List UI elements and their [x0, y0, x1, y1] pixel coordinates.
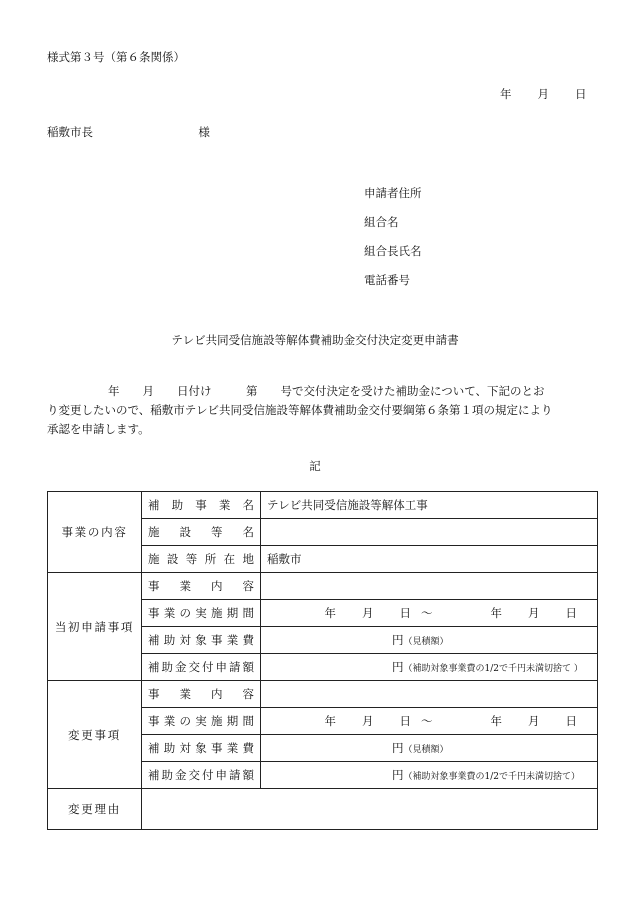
estimate-note: （見積額）	[403, 745, 449, 755]
section-initial-application: 当初申請事項	[48, 573, 142, 681]
yen-unit: 円	[392, 741, 404, 755]
addressee-honorific: 様	[198, 125, 210, 139]
yen-unit: 円	[392, 768, 404, 782]
period-day-end: 日	[565, 714, 577, 728]
value-change-grant	[261, 762, 598, 789]
value-initial-cost	[261, 627, 598, 654]
form-number: 様式第３号（第６条関係）	[47, 50, 185, 64]
value-initial-period	[261, 600, 598, 627]
label-facility-name: 施設等名	[142, 519, 261, 546]
table-row	[48, 789, 598, 830]
value-change-period	[261, 708, 598, 735]
value-project-name: テレビ共同受信施設等解体工事	[261, 492, 598, 519]
yen-unit: 円	[392, 660, 404, 674]
date-month: 月	[537, 87, 549, 101]
label-change-cost: 補助対象事業費	[142, 735, 261, 762]
period-year-start: 年	[324, 714, 336, 728]
period-day-end: 日	[565, 606, 577, 620]
applicant-union-label: 組合名	[364, 215, 399, 229]
estimate-note: （見積額）	[403, 637, 449, 647]
label-initial-cost: 補助対象事業費	[142, 627, 261, 654]
label-change-period: 事業の実施期間	[142, 708, 261, 735]
period-tilde: ～	[421, 714, 433, 728]
addressee	[47, 124, 210, 140]
body-line-2: り変更したいので、稲敷市テレビ共同受信施設等解体費補助金交付要綱第６条第１項の規定により	[47, 403, 553, 417]
period-year-end: 年	[490, 714, 502, 728]
label-change-content: 事業内容	[142, 681, 261, 708]
label-project-name: 補助事業名	[142, 492, 261, 519]
value-initial-content	[261, 573, 598, 600]
body-line-3: 承認を申請します。	[47, 422, 150, 436]
value-change-content	[261, 681, 598, 708]
value-facility-location: 稲敷市	[261, 546, 598, 573]
label-initial-period: 事業の実施期間	[142, 600, 261, 627]
table-row	[48, 573, 598, 600]
period-month-start: 月	[362, 714, 374, 728]
period-month-start: 月	[362, 606, 374, 620]
section-business-content: 事業の内容	[48, 492, 142, 573]
section-changes: 変更事項	[48, 681, 142, 789]
value-facility-name	[261, 519, 598, 546]
addressee-mayor: 稲敷市長	[47, 125, 93, 139]
label-facility-location: 施設等所在地	[142, 546, 261, 573]
applicant-block	[364, 179, 422, 295]
period-month-end: 月	[528, 606, 540, 620]
period-day-start: 日	[399, 606, 411, 620]
period-tilde: ～	[421, 606, 433, 620]
application-table	[47, 491, 598, 830]
label-initial-grant: 補助金交付申請額	[142, 654, 261, 681]
table-row	[48, 492, 598, 519]
label-initial-content: 事業内容	[142, 573, 261, 600]
label-change-grant: 補助金交付申請額	[142, 762, 261, 789]
table-row	[48, 681, 598, 708]
body-paragraph	[47, 382, 587, 439]
period-month-end: 月	[528, 714, 540, 728]
yen-unit: 円	[392, 633, 404, 647]
ki-heading: 記	[309, 459, 321, 473]
document-title: テレビ共同受信施設等解体費補助金交付決定変更申請書	[171, 333, 459, 347]
grant-note: （補助対象事業費の1/2で千円未満切捨て）	[403, 772, 580, 782]
period-year-start: 年	[324, 606, 336, 620]
value-reason	[142, 789, 598, 830]
body-line-1: 年 月 日付け 第 号で交付決定を受けた補助金について、下記のとお	[108, 384, 545, 398]
applicant-phone-label: 電話番号	[364, 273, 410, 287]
date-day: 日	[575, 87, 587, 101]
section-reason: 変更理由	[48, 789, 142, 830]
date-line	[500, 86, 587, 102]
applicant-address-label: 申請者住所	[364, 186, 422, 200]
applicant-chief-label: 組合長氏名	[364, 244, 422, 258]
date-year: 年	[500, 87, 512, 101]
grant-note: （補助対象事業費の1/2で千円未満切捨て ）	[403, 664, 583, 674]
period-day-start: 日	[399, 714, 411, 728]
period-year-end: 年	[490, 606, 502, 620]
value-change-cost	[261, 735, 598, 762]
value-initial-grant	[261, 654, 598, 681]
